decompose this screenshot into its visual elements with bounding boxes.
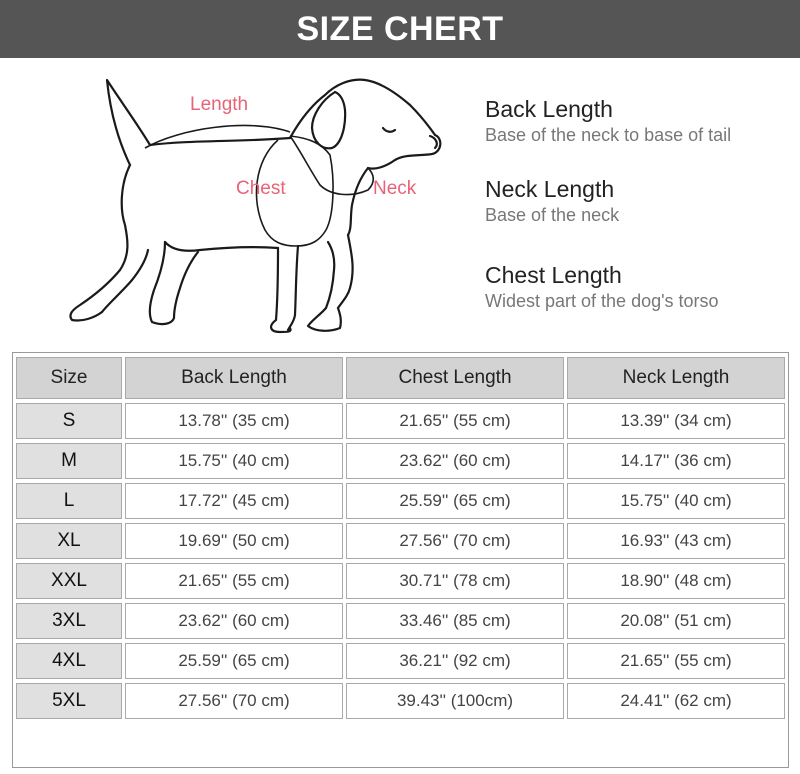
neck-length-cell: 14.17'' (36 cm) (567, 443, 785, 479)
title-bar (0, 0, 800, 58)
size-cell: XXL (16, 563, 122, 599)
neck-length-cell: 16.93'' (43 cm) (567, 523, 785, 559)
table-row (16, 483, 785, 519)
size-cell: 5XL (16, 683, 122, 719)
neck-label: Neck (373, 178, 417, 199)
dog-measurement-diagram (50, 70, 470, 345)
table-header-row (16, 357, 785, 399)
legend-description: Base of the neck (485, 205, 620, 225)
legend-title: Back Length (485, 96, 613, 122)
column-header-size: Size (16, 357, 122, 399)
size-cell: XL (16, 523, 122, 559)
table-row (16, 443, 785, 479)
column-header-chest-length: Chest Length (346, 357, 564, 399)
legend-title: Neck Length (485, 176, 615, 202)
neck-length-cell: 18.90'' (48 cm) (567, 563, 785, 599)
back-length-cell: 21.65'' (55 cm) (125, 563, 343, 599)
page-title: SIZE CHERT (296, 9, 504, 48)
chest-length-cell: 23.62'' (60 cm) (346, 443, 564, 479)
legend-description: Widest part of the dog's torso (485, 291, 719, 311)
table-row (16, 403, 785, 439)
chest-length-cell: 39.43'' (100cm) (346, 683, 564, 719)
table-row (16, 563, 785, 599)
neck-length-cell: 13.39'' (34 cm) (567, 403, 785, 439)
back-length-cell: 19.69'' (50 cm) (125, 523, 343, 559)
legend-item-neck-length (485, 176, 619, 226)
chest-label: Chest (236, 178, 286, 199)
table-row (16, 683, 785, 719)
chest-length-cell: 27.56'' (70 cm) (346, 523, 564, 559)
size-cell: L (16, 483, 122, 519)
size-cell: S (16, 403, 122, 439)
back-length-cell: 23.62'' (60 cm) (125, 603, 343, 639)
back-length-cell: 17.72'' (45 cm) (125, 483, 343, 519)
size-table-frame (12, 352, 789, 768)
chest-length-cell: 36.21'' (92 cm) (346, 643, 564, 679)
table-row (16, 643, 785, 679)
back-length-cell: 25.59'' (65 cm) (125, 643, 343, 679)
back-length-cell: 27.56'' (70 cm) (125, 683, 343, 719)
back-length-cell: 13.78'' (35 cm) (125, 403, 343, 439)
legend-title: Chest Length (485, 262, 622, 288)
legend-item-chest-length (485, 262, 719, 312)
chest-length-cell: 33.46'' (85 cm) (346, 603, 564, 639)
chest-length-cell: 21.65'' (55 cm) (346, 403, 564, 439)
chest-length-cell: 30.71'' (78 cm) (346, 563, 564, 599)
neck-length-cell: 15.75'' (40 cm) (567, 483, 785, 519)
size-cell: 3XL (16, 603, 122, 639)
table-row (16, 523, 785, 559)
neck-length-cell: 21.65'' (55 cm) (567, 643, 785, 679)
legend-item-back-length (485, 96, 731, 146)
dog-outline-illustration (50, 70, 470, 345)
size-table (13, 353, 788, 723)
column-header-neck-length: Neck Length (567, 357, 785, 399)
neck-length-cell: 20.08'' (51 cm) (567, 603, 785, 639)
back-length-cell: 15.75'' (40 cm) (125, 443, 343, 479)
size-cell: 4XL (16, 643, 122, 679)
table-row (16, 603, 785, 639)
neck-length-cell: 24.41'' (62 cm) (567, 683, 785, 719)
size-cell: M (16, 443, 122, 479)
chest-length-cell: 25.59'' (65 cm) (346, 483, 564, 519)
legend-description: Base of the neck to base of tail (485, 125, 732, 145)
column-header-back-length: Back Length (125, 357, 343, 399)
length-label: Length (190, 94, 249, 115)
